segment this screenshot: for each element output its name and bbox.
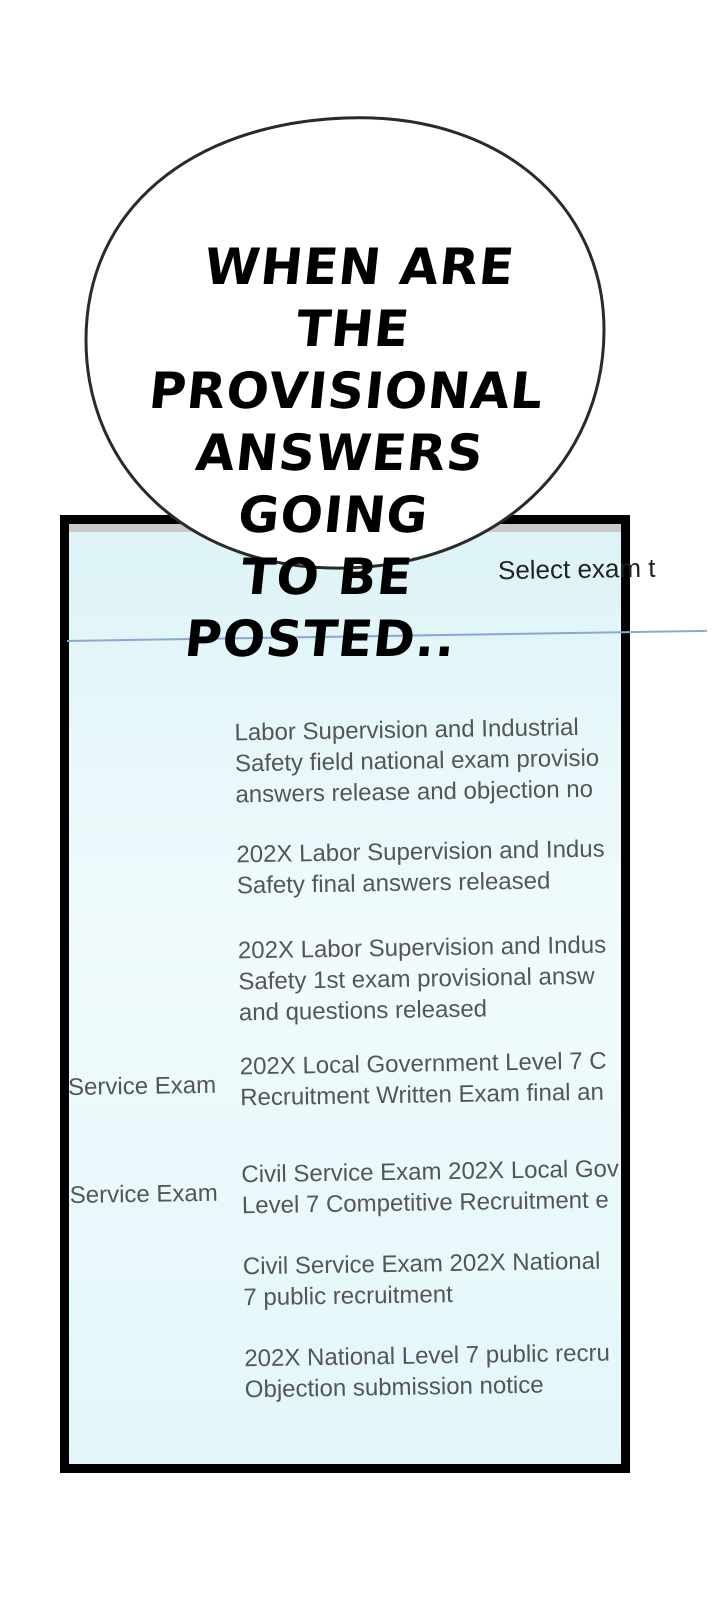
speech-bubble-text: WHEN ARE THE PROVISIONAL ANSWERS GOING TO BE POSTED..: [146, 238, 547, 668]
list-item-title: 202X Local Government Level 7 C Recruitment Written Exam final an: [239, 1047, 607, 1112]
list-item-title: 202X Labor Supervision and Indus Safety 1st exam provisional answ and questions released: [237, 931, 607, 1027]
list-item-title: Civil Service Exam 202X National 7 public recruitment: [242, 1247, 601, 1312]
list-item-title: Labor Supervision and Industrial Safety field national exam provisio answers release and objection no: [234, 713, 600, 809]
list-item-category: Service Exam: [69, 1179, 218, 1210]
list-item-title: 202X National Level 7 public recru Objection submission notice: [244, 1339, 611, 1404]
select-exam-type-label[interactable]: Select exam t: [497, 552, 656, 586]
list-item-title: Civil Service Exam 202X Local Gov Level 7 Competitive Recruitment e: [241, 1155, 620, 1220]
list-item-title: 202X Labor Supervision and Indus Safety final answers released: [236, 835, 605, 900]
list-item-category: Service Exam: [67, 1071, 217, 1102]
